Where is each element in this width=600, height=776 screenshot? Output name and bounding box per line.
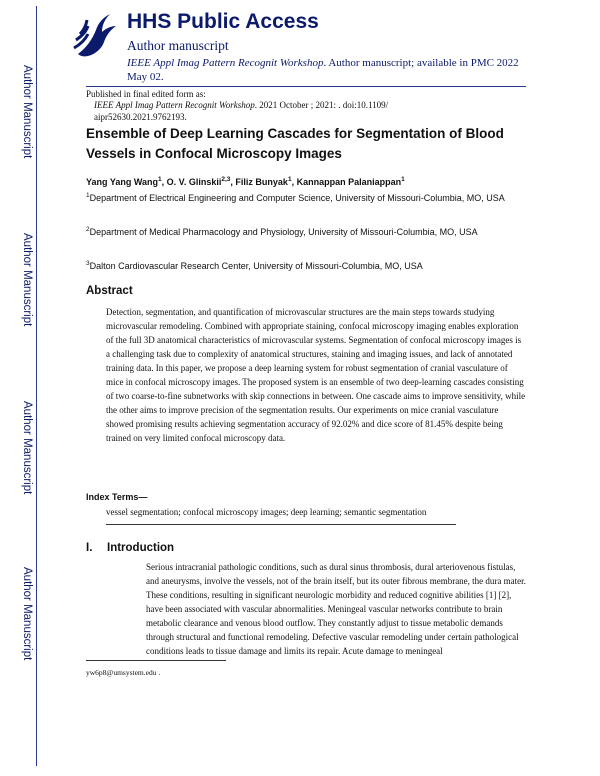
published-rest: . 2021 October ; 2021: . doi:10.1109/ aipr52630.2021.9762193. — [94, 100, 389, 122]
index-terms: vessel segmentation; confocal microscopy images; deep learning; semantic segmentation — [106, 507, 427, 517]
hhs-title: HHS Public Access — [127, 10, 319, 33]
abstract-text: Detection, segmentation, and quantification of microvascular structures are the main steps towards studying microvascular remodeling. Combined with appropriate staining, confocal microscopy imaging enables exploration of the full 3D anatomical characteristics of microvascular systems. Segmentation of confocal microscopy images is a challenging task due to complexity of anatomical structures, staining and imaging issues, and lack of annotated training data. In this paper, we propose a deep learning system for robust segmentation of cranial vasculature of mice in confocal microscopy images. The proposed system is an ensemble of two deep-learning cascades consisting of two coarse-to-fine subnetworks with skip connections in between. One cascade aims to improve sensitivity, while the other aims to improve precision of the segmentation results. Our experiments on mice cranial vasculature showed promising results achieving segmentation accuracy of 92.02% and dice score of 81.45% despite being trained on very limited confocal microscopy data. — [106, 307, 526, 443]
author-affil: 1 — [401, 176, 405, 183]
author-name: Kannappan Palaniappan — [296, 177, 402, 187]
margin-label-4: Author Manuscript — [21, 567, 33, 661]
paper-title: Ensemble of Deep Learning Cascades for Segmentation of Blood Vessels in Confocal Microscopy Images — [86, 126, 504, 161]
author-name: Yang Yang Wang — [86, 177, 159, 187]
author-name: O. V. Glinskii — [166, 177, 222, 187]
index-terms-rule — [106, 524, 456, 525]
affiliation-1: $^1$Department of Electrical Engineering and Computer Science, University of Missouri-Columbia, MO, USA — [86, 192, 505, 203]
hhs-subtitle: Author manuscript — [127, 38, 229, 53]
header-rule — [86, 86, 526, 87]
intro-heading — [86, 542, 174, 554]
margin-rule — [36, 6, 37, 766]
margin-label-2: Author Manuscript — [21, 233, 33, 327]
hhs-citation — [127, 56, 527, 84]
author-affil: 1 — [158, 176, 162, 183]
published-label: Published in final edited form as: — [86, 89, 206, 99]
margin-label-3: Author Manuscript — [21, 401, 33, 495]
author-affil: 1 — [287, 176, 292, 183]
margin-label-1: Author Manuscript — [21, 65, 33, 159]
footnote-rule — [86, 660, 226, 661]
intro-title: Introduction — [107, 542, 175, 554]
intro-number: I. — [86, 542, 93, 554]
index-terms-heading: Index Terms— — [86, 492, 148, 502]
author-name: Filiz Bunyak — [235, 177, 288, 187]
published-citation — [94, 99, 474, 123]
published-journal: IEEE Appl Imag Pattern Recognit Workshop — [94, 100, 255, 110]
intro-text: Serious intracranial pathologic conditions, such as dural sinus thrombosis, dural arteriovenous fistulas, and aneurysms, involve the vessels, not of the brain itself, but its outer fibrous membrane, the dura mater. These conditions, resulting in significant neurologic morbidity and reduced cognitive abilities [1] [2], have been associated with vascular abnormalities. Meningeal vascular networks contribute to brain metabolic clearance and venous blood outflow. They constantly adjust to tissue metabolic demands through structural and functional remodeling. Defective vascular remodeling under certain pathological conditions leads to tissue damage and limits its repair. Acute damage to meningeal — [146, 562, 526, 656]
author-affil: 2,3 — [221, 176, 231, 183]
footnote-email: yw6p8@umsystem.edu . — [86, 668, 161, 677]
abstract-heading: Abstract — [86, 285, 133, 297]
hhs-citation-journal: IEEE Appl Imag Pattern Recognit Workshop — [127, 57, 324, 69]
affiliation-3: $^3$Dalton Cardiovascular Research Center, University of Missouri-Columbia, MO, USA — [86, 260, 423, 271]
hhs-citation-rest: . Author manuscript; available in PMC 2022 May 02. — [127, 57, 519, 83]
affiliation-2: $^2$Department of Medical Pharmacology and Physiology, University of Missouri-Columbia, MO, USA — [86, 226, 478, 237]
author-list: Yang Yang Wang$^1$, O. V. Glinskii$^{2,3}$, Filiz Bunyak$^1$, Kannappan Palaniappan$^1$ — [86, 176, 405, 187]
hhs-eagle-logo — [72, 10, 118, 60]
